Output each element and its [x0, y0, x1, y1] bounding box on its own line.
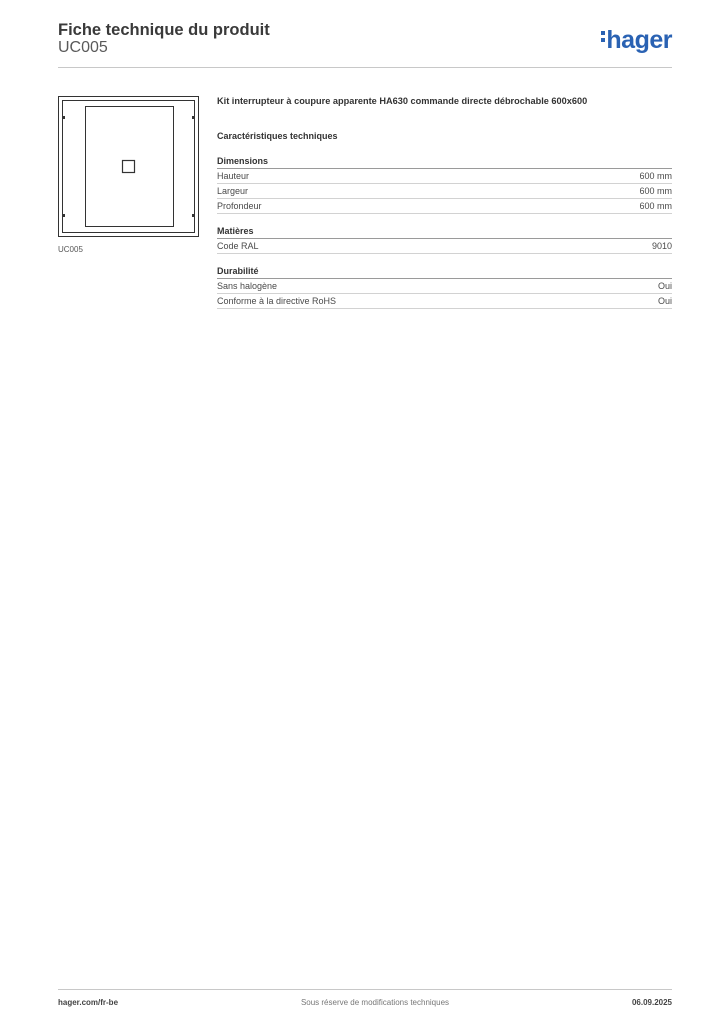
spec-label: Conforme à la directive RoHS	[217, 296, 337, 306]
header-divider	[58, 67, 672, 68]
logo-text: hager	[606, 26, 672, 54]
footer-date: 06.09.2025	[631, 998, 672, 1007]
footer-divider	[58, 989, 672, 990]
product-image	[58, 96, 199, 237]
product-name: Kit interrupteur à coupure apparente HA630 commande directe débrochable 600x600	[217, 96, 588, 106]
footer-notice: Sous réserve de modifications techniques	[300, 998, 450, 1007]
spec-group-durability	[217, 266, 672, 309]
spec-label: Hauteur	[217, 171, 250, 181]
page-title: Fiche technique du produit	[58, 21, 270, 39]
spec-value: 600 mm	[639, 201, 672, 211]
spec-value: Oui	[657, 281, 672, 291]
page-footer	[58, 998, 672, 1007]
logo-dots-icon	[601, 28, 605, 45]
spec-row	[217, 294, 672, 309]
spec-value: 600 mm	[639, 186, 672, 196]
spec-group-dimensions	[217, 156, 672, 214]
group-heading: Matières	[217, 226, 672, 239]
spec-label: Largeur	[217, 186, 249, 196]
image-caption: UC005	[58, 245, 83, 254]
spec-group-materials	[217, 226, 672, 254]
group-heading: Dimensions	[217, 156, 672, 169]
spec-value: Oui	[657, 296, 672, 306]
spec-row	[217, 184, 672, 199]
spec-row	[217, 279, 672, 294]
section-title: Caractéristiques techniques	[217, 131, 338, 141]
footer-website: hager.com/fr-be	[58, 998, 119, 1007]
spec-row	[217, 199, 672, 214]
spec-row	[217, 239, 672, 254]
spec-row	[217, 169, 672, 184]
spec-label: Profondeur	[217, 201, 262, 211]
product-code: UC005	[58, 39, 108, 56]
group-heading: Durabilité	[217, 266, 672, 279]
product-details	[217, 96, 672, 321]
spec-label: Code RAL	[217, 241, 259, 251]
spec-value: 9010	[651, 241, 672, 251]
spec-value: 600 mm	[639, 171, 672, 181]
hager-logo	[601, 28, 672, 53]
spec-label: Sans halogène	[217, 281, 278, 291]
